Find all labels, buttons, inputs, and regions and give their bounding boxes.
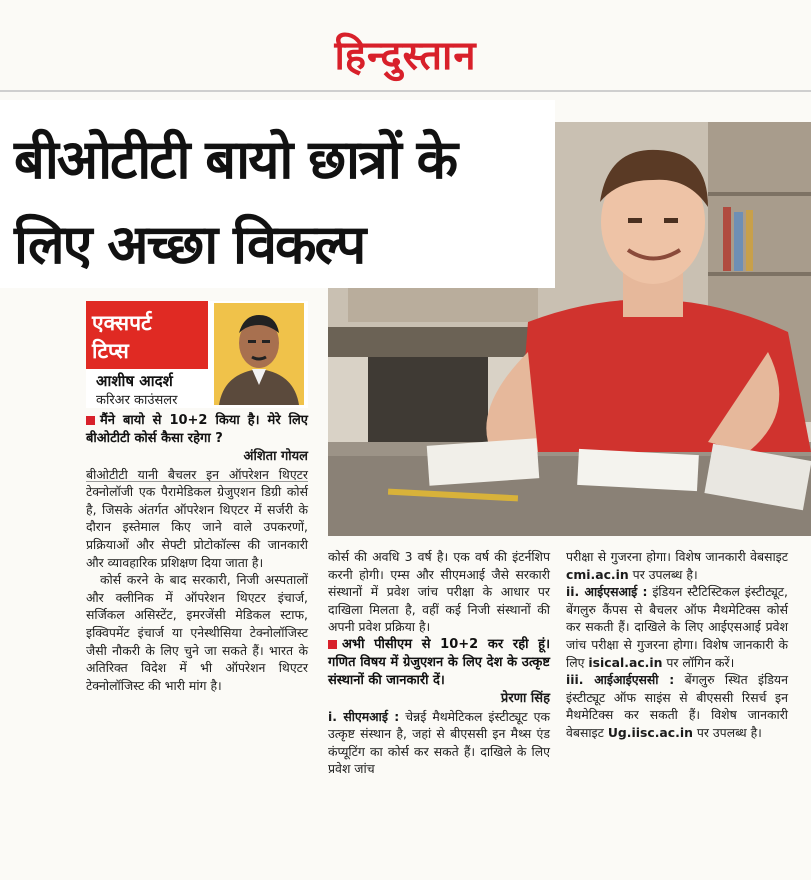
answer-1-para-3: कोर्स की अवधि 3 वर्ष है। एक वर्ष की इंटर्नशिप करनी होगी। एम्स और सीएमआई जैसे सरकारी संस्थानों में प्रवेश जांच परीक्षा के आधार पर दाखिला मिलता है, वहीं कई निजी संस्थानों की अपनी प्रवेश प्रक्रिया है। [328,549,550,635]
expert-name: आशीष आदर्श [96,372,173,390]
expert-tips-box [86,301,308,408]
headline-line-2: लिए अच्छा विकल्प [14,213,365,276]
headline-line-1: बीओटीटी बायो छात्रों के [14,128,457,191]
expert-role: करिअर काउंसलर [96,393,178,408]
item-3: iii. आईआईएससी : बेंगलुरु स्थित इंडियन इंस्टीट्यूट ऑफ साइंस से बीएससी रिसर्च इन मैथमेटिक्स कर सकती हैं। विशेष जानकारी वेबसाइट Ug.iisc.ac.in पर उपलब्ध है। [566,672,788,740]
asker-2: प्रेरणा सिंह [500,690,550,706]
expert-tag [86,301,208,369]
question-2: अभी पीसीएम से 10+2 कर रही हूं। गणित विषय में ग्रेजुएशन के लिए देश के उत्कृष्ट संस्थानों की जानकारी दें। [328,636,550,688]
bullet-square-icon [86,416,95,425]
expert-tag-line-2: टिप्स [92,339,129,363]
asker-1: अंशिता गोयल [243,449,308,464]
question-1: मैंने बायो से 10+2 किया है। मेरे लिए बीओटीटी कोर्स कैसा रहेगा ? [86,413,308,446]
expert-tag-line-1: एक्सपर्ट [92,311,152,335]
column-1 [86,412,308,694]
masthead-title: हिन्दुस्तान [334,32,477,79]
item-1-continued: परीक्षा से गुजरना होगा। विशेष जानकारी वेबसाइट cmi.ac.in पर उपलब्ध है। [566,549,788,582]
bullet-square-icon [328,640,337,649]
column-2 [328,548,550,778]
answer-1-para-2: कोर्स करने के बाद सरकारी, निजी अस्पतालों और क्लीनिक में ऑपरेशन थिएटर इंचार्ज, सर्जिकल असिस्टेंट, इमरजेंसी मेडिकल स्टाफ, इक्विपमेंट इंचार्ज या एनेस्थीसिया टेक्नोलॉजिस्ट जैसी नौकरी के लिए चुने जा सकते हैं। भारत के अतिरिक्त विदेश में भी ऑपरेशन थिएटर टेक्नोलॉजिस्ट की भारी मांग है। [86,572,308,693]
expert-portrait [214,303,304,405]
item-1: i. सीएमआई : चेन्नई मैथमेटिकल इंस्टीट्यूट एक उत्कृष्ट संस्थान है, जहां से बीएससी इन मैथ्स एंड कंप्यूटिंग का कोर्स कर सकते हैं। दाखिले के लिए प्रवेश जांच [328,708,550,777]
item-2: ii. आईएसआई : इंडियन स्टैटिस्टिकल इंस्टीट्यूट, बेंगलुरु कैंपस से बैचलर ऑफ मैथमेटिक्स कोर्स कर सकती हैं। दाखिले के लिए आईएसआई प्रवेश जांच परीक्षा से गुजरना होगा। विशेष जानकारी के लिए isical.ac.in पर लॉगिन करें। [566,584,788,670]
column-3 [566,548,788,742]
masthead [0,30,811,82]
masthead-rule [0,90,811,92]
answer-1-para-1: बीओटीटी यानी बैचलर इन ऑपरेशन थिएटर टेक्नोलॉजी एक पैरामेडिकल ग्रेजुएशन डिग्री कोर्स है, जिसके अंतर्गत ऑपरेशन थिएटर में सर्जरी के दौरान इस्तेमाल किए जाने वाले उपकरणों, प्रक्रियाओं और सेफ्टी प्रोटोकॉल्स की जानकारी और व्यावहारिक प्रशिक्षण दिया जाता है। [86,466,308,570]
headline-box [0,100,555,288]
